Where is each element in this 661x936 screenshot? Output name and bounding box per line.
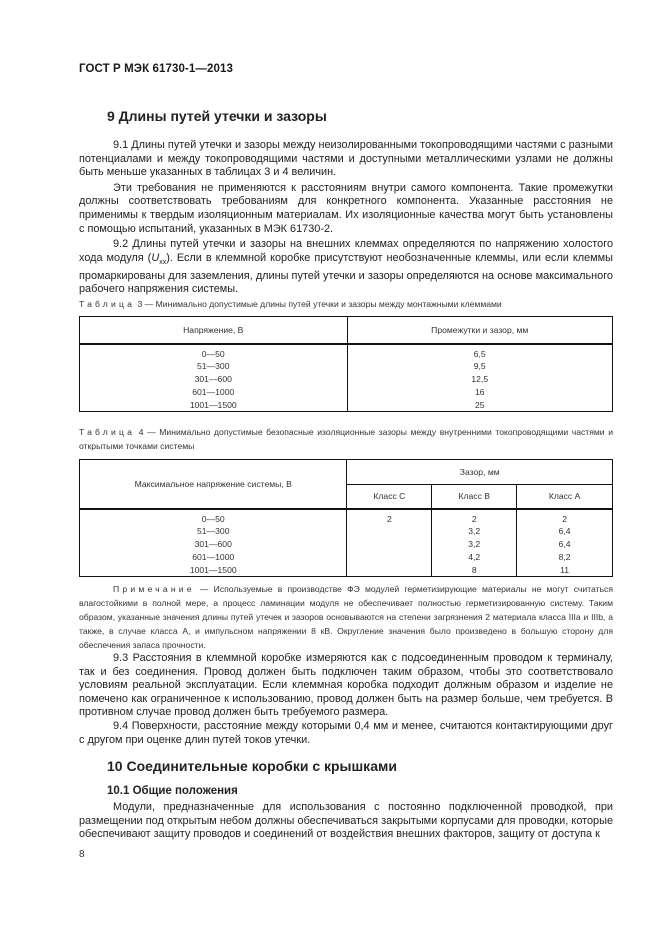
- table-row: 6,5: [473, 348, 486, 359]
- table-4-body: [80, 509, 613, 577]
- paragraph-9-2-start: 9.2 Длины путей утечки и зазоры на внешних клеммах определяются по напряжению холостого хода модуля (: [79, 238, 613, 264]
- table-4-header-row-1: [80, 460, 613, 485]
- document-id-header: ГОСТ Р МЭК 61730-1—2013: [79, 63, 233, 75]
- table-4: [79, 459, 613, 577]
- variable-subscript: xx: [159, 258, 167, 266]
- table-row: 25: [474, 399, 485, 410]
- table-row: 301—600: [194, 374, 232, 385]
- table-4-header-class-c: Класс C: [347, 485, 432, 509]
- table-row: 1001—1500: [189, 564, 237, 575]
- table-row: 51—300: [196, 526, 230, 537]
- table-row: 16: [474, 386, 485, 397]
- table-cell: 11: [560, 564, 570, 575]
- note-label: Примечание: [113, 584, 195, 594]
- table-cell: 2: [471, 513, 477, 524]
- paragraphs-9-3-9-4: [79, 652, 613, 747]
- table-row: 601—1000: [192, 386, 235, 397]
- table-cell: 4,2: [468, 551, 481, 562]
- table-cell: 6,4: [558, 539, 571, 550]
- section-10-1-body: [79, 801, 613, 842]
- table-cell: 3,2: [468, 526, 481, 537]
- table-4-caption: [79, 425, 613, 453]
- table-3-caption: [79, 297, 613, 311]
- table-row: 51—300: [197, 361, 230, 372]
- table-4-class-b-column: [432, 509, 517, 577]
- paragraph-9-1: 9.1 Длины путей утечки и зазоры между неизолированными токопроводящими частями с разными потенциалами и между токопроводящими частями и доступными металлическими узлами не должны быть меньше указанных в таблицах 3 и 4 величин.: [79, 139, 613, 179]
- table-cell: 2: [562, 513, 567, 524]
- paragraph-9-4: 9.4 Поверхности, расстояние между которыми 0,4 мм и менее, считаются контактирующими друг с другом при оценке длин путей токов утечки.: [79, 719, 613, 746]
- paragraph-9-1-continued: Эти требования не применяются к расстояниям внутри самого компонента. Такие промежутки должны соответствовать требованиям для конкретного компонента. Указанные расстояния не применимы к твердым изоляционным материалам. Их изоляционные качества могут быть установлены с помощью испытаний, указанных в МЭК 61730-2.: [79, 181, 613, 235]
- variable-u: U: [151, 251, 160, 264]
- table-row: 0—50: [201, 513, 225, 524]
- paragraph-10-1: Модули, предназначенные для использования с постоянно подключенной проводкой, при размещении под открытым небом должны обеспечиваться закрытыми корпусами для проводки, которые обеспечивают защиту проводов и соединений от воздействия внешних факторов, защиту от доступа к: [79, 801, 613, 841]
- note-text: — Используемые в производстве ФЭ модулей герметизирующие материалы не могут считаться влагостойкими в полной мере, а процесс ламинации модуля не обеспечивает полностью герметизированную систему. Таким образом, указанные значения длины путей утечек и зазоров основываются на степени загрязнения 2 материала класса IIIa и IIIb, а также, в случае класса A, и импульсном напряжении 8 кВ. Округление значения было произведено в большую сторону для обеспечения запаса прочности.: [79, 584, 613, 650]
- table-3-header-voltage: Напряжение, В: [80, 317, 348, 344]
- table-row: 9,5: [473, 361, 486, 372]
- table-3-header-gap: Промежутки и зазор, мм: [347, 317, 613, 344]
- table-3: [79, 316, 613, 412]
- table-4-header-voltage: Максимальное напряжение системы, В: [80, 460, 347, 509]
- table-3-voltage-column: [80, 344, 348, 412]
- table-cell: 8,2: [558, 551, 571, 562]
- table-label: Таблица: [79, 427, 136, 437]
- table-4-header-class-b: Класс B: [432, 485, 517, 509]
- table-cell: 3,2: [468, 539, 481, 550]
- table-3-body: [80, 344, 613, 412]
- table-3-gap-column: [347, 344, 613, 412]
- table-4-class-c-column: [347, 509, 432, 577]
- table-cell: 6,4: [558, 526, 571, 537]
- table-row: 12,5: [471, 374, 489, 385]
- paragraph-9-2: [79, 238, 613, 297]
- table-row: 0—50: [201, 348, 225, 359]
- table-row: 301—600: [194, 539, 232, 550]
- section-9-body: [79, 139, 613, 297]
- paragraph-9-3: 9.3 Расстояния в клеммной коробке измеряются как с подсоединенным проводом к терминалу, так и без соединения. Провод должен быть подключен таким образом, чтобы это соответствовало условиям реальной эксплуатации. Если клеммная коробка подходит должным образом и изделие не помечено как ограниченное к использованию, провод должен быть на размер больше, чем требуется. В противном случае провод должен быть требуемого размера.: [79, 652, 613, 719]
- table-4-caption-text: 4 — Минимально допустимые безопасные изоляционные зазоры между внутренними токопроводящими частями и открытыми точками системы: [79, 427, 613, 451]
- table-4-header-class-a: Класс A: [517, 485, 613, 509]
- page-number: 8: [79, 849, 85, 860]
- table-label: Таблица: [79, 299, 136, 309]
- table-4-class-a-column: [517, 509, 613, 577]
- table-row: 601—1000: [192, 551, 235, 562]
- table-cell: 2: [387, 513, 392, 524]
- table-3-header-row: [80, 317, 613, 344]
- table-cell: 8: [471, 564, 477, 575]
- section-10-1-title: 10.1 Общие положения: [107, 785, 238, 797]
- table-4-header-gap: Зазор, мм: [347, 460, 613, 485]
- section-10-title: 10 Соединительные коробки с крышками: [107, 758, 397, 774]
- table-4-voltage-column: [80, 509, 347, 577]
- section-9-title: 9 Длины путей утечки и зазоры: [107, 108, 327, 124]
- paragraph-9-2-end: ). Если в клеммной коробке присутствуют необозначенные клеммы, или если клеммы промаркированы для заземления, длины путей утечки и зазоры определяются на основе максимального рабочего напряжения системы.: [79, 251, 613, 296]
- table-3-caption-text: 3 — Минимально допустимые длины путей утечки и зазоры между монтажными клеммами: [137, 299, 502, 309]
- table-row: 1001—1500: [189, 399, 237, 410]
- table-4-note: [79, 582, 613, 652]
